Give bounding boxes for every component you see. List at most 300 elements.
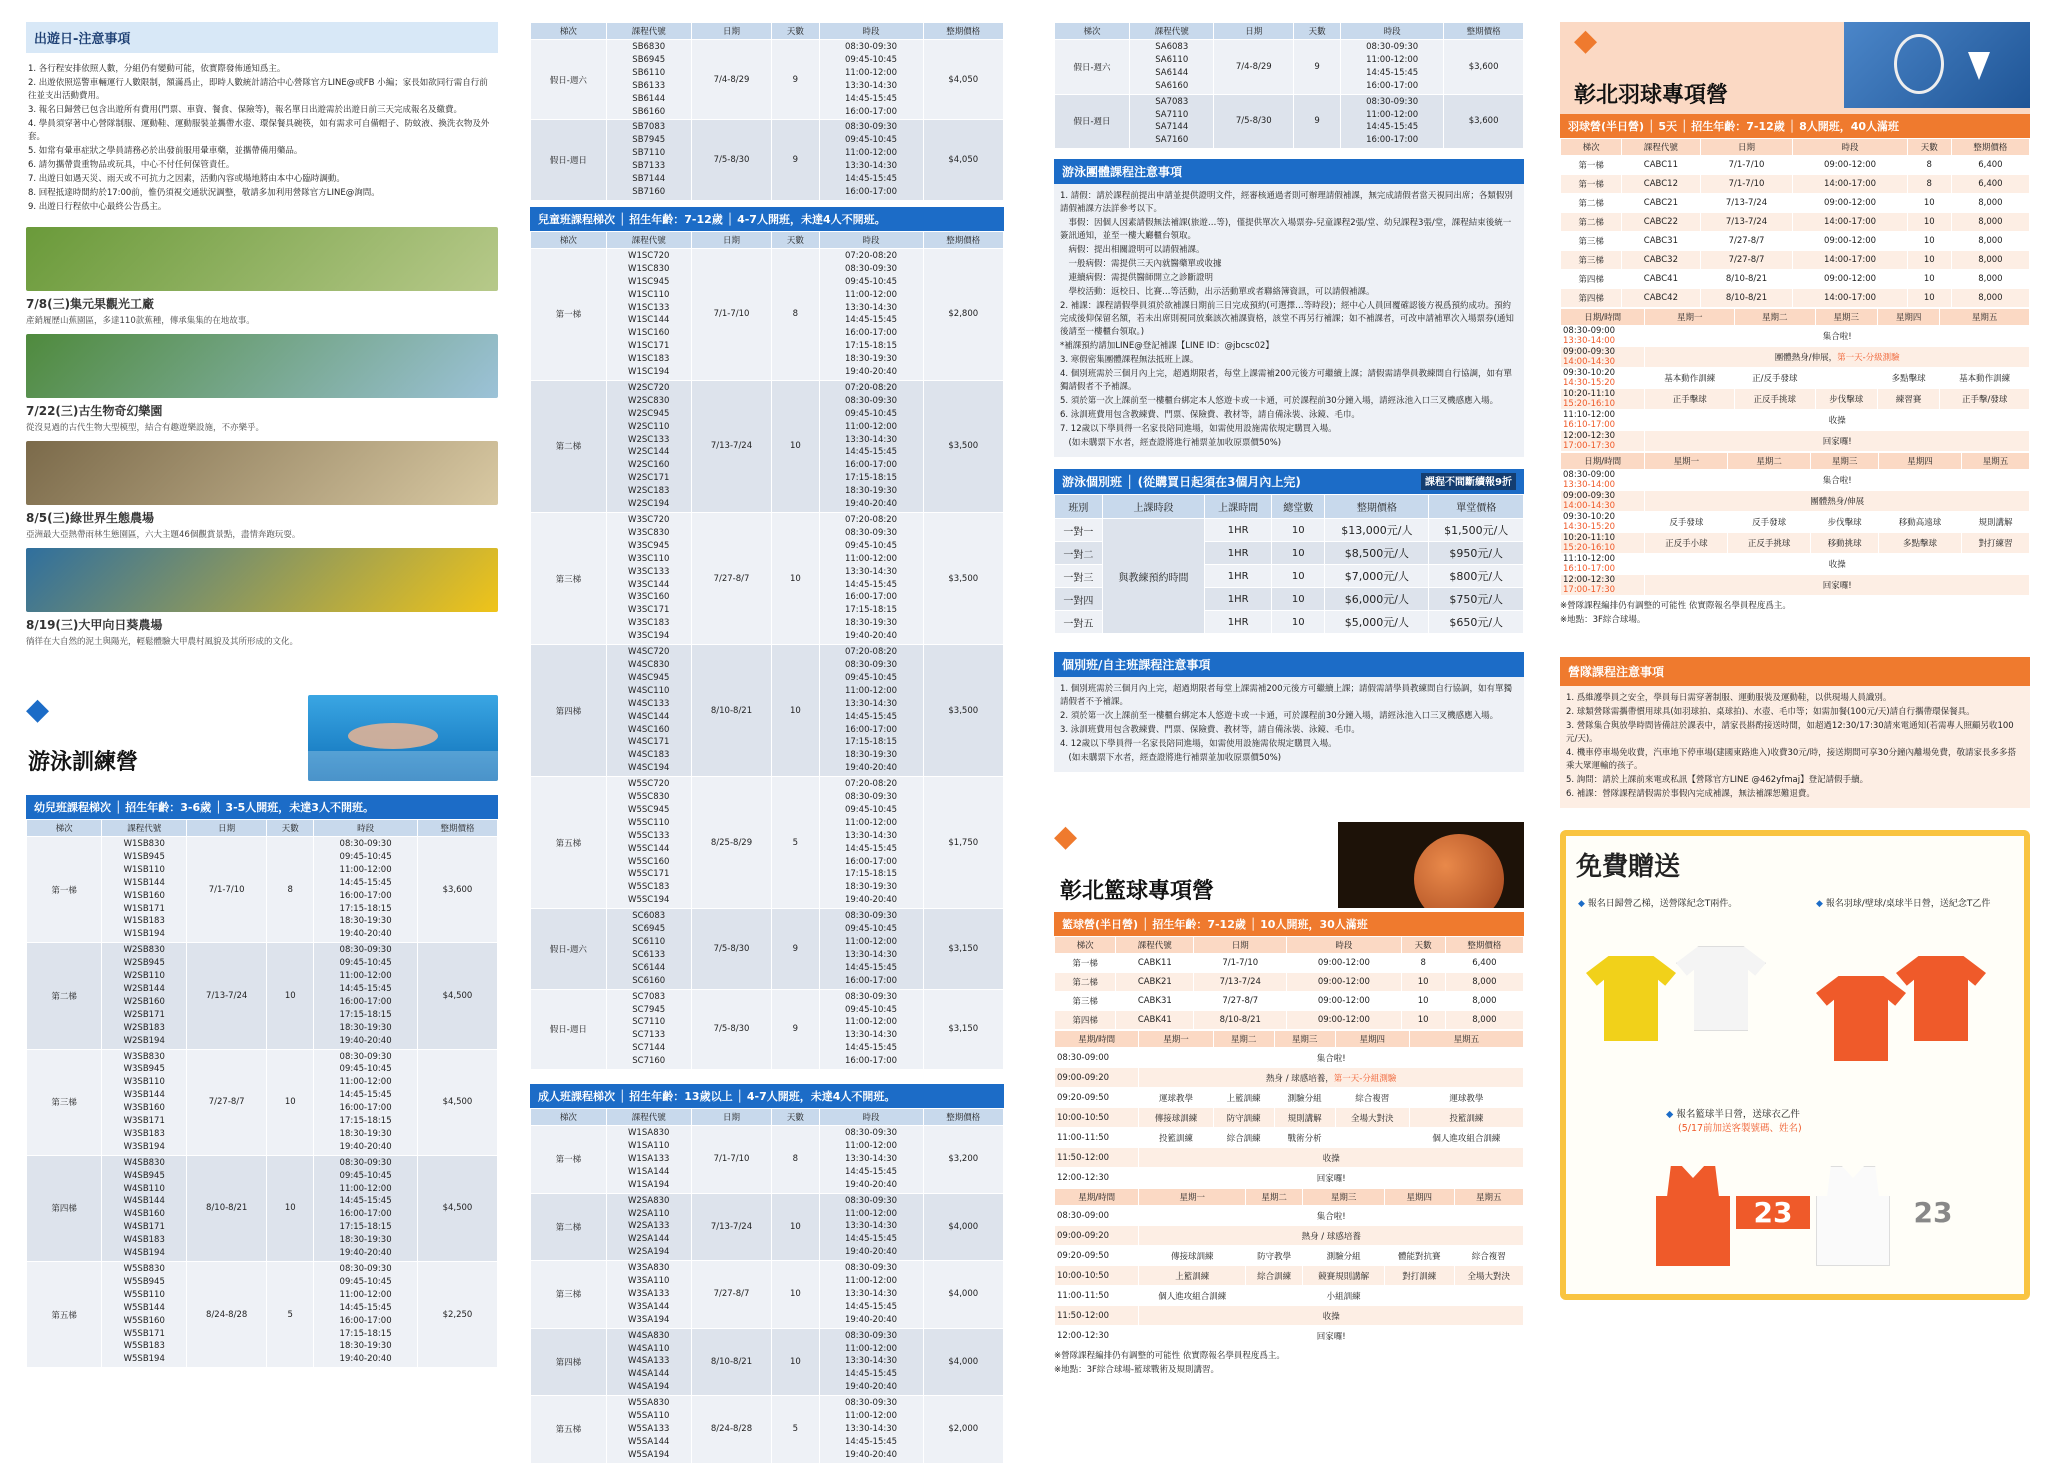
date-cell: 7/1-7/10 <box>691 1126 771 1194</box>
activity-cell: 移動高遠球 <box>1879 512 1962 533</box>
trip-desc: 亞洲最大亞熱帶雨林生態園區，六大主題46個觀賞景點，盡情奔跑玩耍。 <box>26 530 301 540</box>
camp-note-item: 2. 球類營隊需攜帶慣用球具(如羽球拍、桌球拍)、水壺、毛巾等；如需加餐(100元/天)請自行攜帶環保餐具。 <box>1566 707 1975 717</box>
table-header <box>1561 309 2030 326</box>
table-row <box>1561 270 2030 289</box>
codes-cell: W5SB830 W5SB945 W5SB110 W5SB144 W5SB160 W5SB171 W5SB183 W5SB194 <box>102 1262 187 1368</box>
price-cell: $1,750 <box>923 777 1003 909</box>
trip-title: 8/19(三)大甲向日葵農場 <box>26 618 163 632</box>
time-cell: 09:30-10:20 14:30-15:20 <box>1561 368 1645 389</box>
price-cell: 8,000 <box>1951 194 2029 213</box>
batch-cell: 第二梯 <box>531 1193 607 1261</box>
private-tag: 課程不間斷續報9折 <box>1421 473 1516 490</box>
time-cell: 08:30-09:00 13:30-14:00 <box>1561 470 1645 491</box>
class-type-cell: 一對三 <box>1055 565 1103 588</box>
hour-cell: 1HR <box>1205 611 1272 634</box>
batch-cell: 第一梯 <box>1561 156 1622 175</box>
days-cell: 8 <box>267 837 314 943</box>
table-row <box>1561 194 2030 213</box>
trip-item <box>26 334 498 433</box>
date-cell: 7/1-7/10 <box>1700 175 1793 194</box>
activity-cell: 投籃訓練 <box>1409 1108 1523 1128</box>
time-cell: 09:00-09:20 <box>1055 1068 1139 1088</box>
table-row <box>531 1126 1004 1194</box>
times-cell: 08:30-09:30 11:00-12:00 13:30-14:30 14:45-15:45 19:40-20:40 <box>819 1396 923 1464</box>
batch-cell: 第一梯 <box>531 248 607 380</box>
batch-cell: 第二梯 <box>27 943 102 1049</box>
column-header: 星期四 <box>1879 453 1962 470</box>
schedule-row <box>1561 554 2030 575</box>
activity-cell <box>1335 1128 1409 1148</box>
count-cell: 10 <box>1272 611 1325 634</box>
table-row <box>1561 175 2030 194</box>
schedule-row <box>1055 1168 1524 1188</box>
column-header: 日期 <box>1214 23 1294 40</box>
class-type-cell: 一對四 <box>1055 588 1103 611</box>
column-header: 星期二 <box>1213 1031 1274 1048</box>
time-cell: 09:00-12:00 <box>1287 992 1401 1011</box>
column-header: 梯次 <box>1055 23 1130 40</box>
column-header: 時段 <box>314 820 418 837</box>
price-cell: $3,600 <box>417 837 497 943</box>
table-row <box>1561 156 2030 175</box>
column-header: 星期五 <box>1961 453 2029 470</box>
date-cell: 7/1-7/10 <box>187 837 267 943</box>
diamond-icon: ◆ <box>1574 23 1598 58</box>
count-cell: 10 <box>1272 588 1325 611</box>
schedule-row <box>1055 1128 1524 1148</box>
activity-cell: 團體熱身/伸展 <box>1645 491 2030 512</box>
days-cell: 10 <box>772 513 819 645</box>
basketball-photo <box>1338 822 1524 908</box>
trip-item <box>26 227 498 326</box>
notice-item: 6. 請勿攜帶貴重物品或玩具，中心不付任何保管責任。 <box>28 160 235 170</box>
times-cell: 08:30-09:30 11:00-12:00 14:45-15:45 16:00-17:00 <box>1341 40 1444 95</box>
batch-cell: 第四梯 <box>531 645 607 777</box>
times-cell: 08:30-09:30 11:00-12:00 13:30-14:30 14:45-15:45 19:40-20:40 <box>819 1328 923 1396</box>
batch-cell: 第三梯 <box>531 513 607 645</box>
activity-cell: 對打練習 <box>1961 533 2029 554</box>
swim-kids-table <box>26 819 498 1368</box>
table-row <box>531 989 1004 1069</box>
activity-cell: 綜合複習 <box>1454 1246 1524 1266</box>
date-cell: 7/27-8/7 <box>1700 251 1793 270</box>
free-gift-item-2 <box>1816 896 1996 909</box>
activity-cell: 反手發球 <box>1645 512 1728 533</box>
column-header: 天數 <box>772 231 819 248</box>
column-header: 時段 <box>819 231 923 248</box>
camp-note-item: 3. 營隊集合與放學時間皆備註於課表中，請家長斟酌接送時間，如超過12:30/17:30請來電通知(若需專人照顧另收100元/天)。 <box>1566 721 2014 744</box>
column-header: 上課時段 <box>1102 495 1204 519</box>
free-gift-item-3-text: 報名籃球半日營，送球衣乙件 <box>1676 1109 1800 1120</box>
batch-cell: 第四梯 <box>1561 289 1622 308</box>
activity-cell: 規則講解 <box>1961 512 2029 533</box>
column-header: 天數 <box>1907 139 1951 156</box>
column-header: 時段 <box>819 23 923 40</box>
date-cell: 7/27-8/7 <box>1700 232 1793 251</box>
schedule-row <box>1055 1206 1524 1226</box>
column-header: 梯次 <box>1561 139 1622 156</box>
notice-item: 4. 學員須穿著中心營隊制服、運動鞋、運動服裝並攜帶水壺、環保餐具碗筷，如有需求可自備帽子、防蚊液、換洗衣物及外套。 <box>28 119 490 142</box>
codes-cell: W2SC720 W2SC830 W2SC945 W2SC110 W2SC133 W2SC144 W2SC160 W2SC171 W2SC183 W2SC194 <box>606 380 691 512</box>
bball-schedule-1 <box>1054 1030 1524 1188</box>
group-note-item: (如未購票下水者，經查證將進行補票並加收原票價50%) <box>1060 438 1282 449</box>
activity-cell: 基本動作訓練 <box>1645 368 1735 389</box>
table-header <box>1055 937 1524 954</box>
column-header: 星期四 <box>1385 1189 1454 1206</box>
activity-cell: 全場大對決 <box>1335 1108 1409 1128</box>
codes-cell: W2SA830 W2SA110 W2SA133 W2SA144 W2SA194 <box>606 1193 691 1261</box>
batch-cell: 假日-週六 <box>531 40 607 120</box>
batch-cell: 第三梯 <box>531 1261 607 1329</box>
times-cell: 08:30-09:30 09:45-10:45 11:00-12:00 14:45-15:45 16:00-17:00 17:15-18:15 18:30-19:30 19:40-20:40 <box>314 1155 418 1261</box>
days-cell: 10 <box>772 1193 819 1261</box>
column-4 <box>1560 22 2030 1300</box>
activity-cell: 收操 <box>1139 1148 1524 1168</box>
price-cell: $4,050 <box>923 120 1003 200</box>
price-cell: 8,000 <box>1445 992 1523 1011</box>
time-cell: 09:00-12:00 <box>1793 270 1907 289</box>
free-gift-item-3 <box>1666 1106 1802 1134</box>
times-cell: 07:20-08:20 08:30-09:30 09:45-10:45 11:00-12:00 13:30-14:30 14:45-15:45 16:00-17:00 17:15-18:15 18:30-19:30 19:40-20:40 <box>819 248 923 380</box>
column-header: 天數 <box>1401 937 1445 954</box>
time-cell: 08:30-09:00 13:30-14:00 <box>1561 326 1645 347</box>
group-note-item: 6. 泳訓班費用包含教練費、門票、保險費、教材等，請自備泳裝、泳鏡、毛巾。 <box>1060 410 1360 421</box>
table-row <box>531 40 1004 120</box>
each-price-cell: $1,500元/人 <box>1429 519 1524 542</box>
time-cell: 09:00-12:00 <box>1287 954 1401 973</box>
activity-cell: 多點擊球 <box>1879 533 1962 554</box>
column-header: 星期五 <box>1409 1031 1523 1048</box>
days-cell: 10 <box>267 1049 314 1155</box>
codes-cell: W1SC720 W1SC830 W1SC945 W1SC110 W1SC133 W1SC144 W1SC160 W1SC171 W1SC183 W1SC194 <box>606 248 691 380</box>
price-cell: $2,800 <box>923 248 1003 380</box>
table-row <box>531 1193 1004 1261</box>
trip-notice-title: 出遊日-注意事項 <box>26 22 498 53</box>
times-cell: 08:30-09:30 09:45-10:45 11:00-12:00 13:30-14:30 14:45-15:45 16:00-17:00 <box>819 909 923 989</box>
activity-cell: 綜合訓練 <box>1213 1128 1274 1148</box>
codes-cell: SB7083 SB7945 SB7110 SB7133 SB7144 SB7160 <box>606 120 691 200</box>
activity-cell: 防守訓練 <box>1213 1108 1274 1128</box>
table-row <box>1055 519 1524 542</box>
batch-cell: 假日-週六 <box>531 909 607 989</box>
badminton-footnote-2: ※地點：3F綜合球場。 <box>1560 615 1646 625</box>
column-header: 課程代號 <box>1116 937 1194 954</box>
batch-cell: 第一梯 <box>1055 954 1116 973</box>
schedule-row <box>1055 1048 1524 1068</box>
date-cell: 7/13-7/24 <box>187 943 267 1049</box>
activity-cell: 個人進攻組合訓練 <box>1139 1286 1246 1306</box>
activity-cell: 步伐擊球 <box>1811 512 1879 533</box>
time-cell: 09:00-09:30 14:00-14:30 <box>1561 491 1645 512</box>
table-row <box>531 120 1004 200</box>
date-cell: 7/1-7/10 <box>1194 954 1287 973</box>
schedule-row <box>1055 1068 1524 1088</box>
days-cell: 10 <box>772 380 819 512</box>
adult-holiday-table <box>1054 22 1524 149</box>
schedule-row <box>1561 389 2030 410</box>
price-cell: $2,000 <box>923 1396 1003 1464</box>
time-cell: 12:00-12:30 <box>1055 1326 1139 1346</box>
afternoon-time: 14:00-14:30 <box>1563 501 1616 511</box>
trip-desc: 徜徉在大自然的泥土與陽光，輕鬆體驗大甲農村風貌及其所形成的文化。 <box>26 637 299 647</box>
batch-cell: 第五梯 <box>531 1396 607 1464</box>
count-cell: 10 <box>1272 542 1325 565</box>
price-cell: $4,500 <box>417 1049 497 1155</box>
column-header: 時段 <box>1793 139 1907 156</box>
activity-cell: 運球教學 <box>1139 1088 1213 1108</box>
time-cell: 09:00-12:00 <box>1793 156 1907 175</box>
group-note-item: 學校活動：返校日、比賽…等活動，出示活動單或者聯絡簿資訊，可以請假補課。 <box>1060 287 1375 298</box>
schedule-row <box>1561 326 2030 347</box>
date-cell: 8/25-8/29 <box>691 777 771 909</box>
activity-cell: 收操 <box>1139 1306 1524 1326</box>
afternoon-time: 13:30-14:00 <box>1563 336 1616 346</box>
activity-cell: 體能對抗賽 <box>1385 1246 1454 1266</box>
price-cell: $3,200 <box>923 1126 1003 1194</box>
date-cell: 7/13-7/24 <box>1194 973 1287 992</box>
date-cell: 8/10-8/21 <box>691 645 771 777</box>
schedule-row <box>1561 431 2030 452</box>
batch-cell: 假日-週日 <box>531 120 607 200</box>
jersey-number-2: 23 <box>1913 1196 1953 1229</box>
badminton-table <box>1560 138 2030 308</box>
time-cell: 08:30-09:00 <box>1055 1048 1139 1068</box>
date-cell: 8/10-8/21 <box>691 1328 771 1396</box>
time-cell: 09:20-09:50 <box>1055 1246 1139 1266</box>
notice-item: 7. 出遊日如遇天災、雨天或不可抗力之因素，活動內容或場地將由本中心臨時調動。 <box>28 174 345 184</box>
afternoon-time: 16:10-17:00 <box>1563 564 1616 574</box>
kids-table <box>530 231 1004 1070</box>
group-note-item: 連續病假：需提供醫師開立之診斷證明 <box>1060 273 1214 284</box>
activity-cell <box>1454 1286 1524 1306</box>
batch-cell: 第三梯 <box>1561 251 1622 270</box>
camp-note-item: 4. 機車停車場免收費，汽車地下停車場(建國東路進入)收費30元/時，接送期間可享30分鐘內離場免費，敬請家長多多搭乘大眾運輸的孩子。 <box>1566 748 2016 771</box>
each-price-cell: $950元/人 <box>1429 542 1524 565</box>
schedule-row <box>1561 575 2030 596</box>
times-cell: 07:20-08:20 08:30-09:30 09:45-10:45 11:00-12:00 13:30-14:30 14:45-15:45 16:00-17:00 17:15-18:15 18:30-19:30 19:40-20:40 <box>819 777 923 909</box>
times-cell: 08:30-09:30 09:45-10:45 11:00-12:00 13:30-14:30 14:45-15:45 16:00-17:00 <box>819 120 923 200</box>
swim-title: 游泳訓練營 <box>28 750 139 775</box>
date-cell: 8/24-8/28 <box>187 1262 267 1368</box>
camp-notes <box>1560 686 2030 808</box>
activity-cell <box>1815 368 1877 389</box>
free-gift-title: 免費贈送 <box>1576 852 1681 882</box>
column-header: 梯次 <box>531 231 607 248</box>
times-cell: 08:30-09:30 09:45-10:45 11:00-12:00 13:30-14:30 14:45-15:45 16:00-17:00 <box>819 989 923 1069</box>
private-note-item: (如未購票下水者，經查證將進行補票並加收原票價50%) <box>1060 753 1282 764</box>
column-header: 星期/時間 <box>1055 1189 1139 1206</box>
group-notes-title: 游泳團體課程注意事項 <box>1054 159 1524 184</box>
private-table <box>1054 494 1524 634</box>
group-note-item: 一般病假：需提供三天內就醫藥單或收據 <box>1060 259 1222 270</box>
codes-cell: W5SA830 W5SA110 W5SA133 W5SA144 W5SA194 <box>606 1396 691 1464</box>
batch-cell: 第二梯 <box>1561 213 1622 232</box>
time-cell: 09:30-10:20 14:30-15:20 <box>1561 512 1645 533</box>
batch-cell: 第四梯 <box>531 1328 607 1396</box>
count-cell: 10 <box>1272 565 1325 588</box>
afternoon-time: 16:10-17:00 <box>1563 420 1616 430</box>
times-cell: 08:30-09:30 09:45-10:45 11:00-12:00 14:45-15:45 16:00-17:00 17:15-18:15 18:30-19:30 19:40-20:40 <box>314 1262 418 1368</box>
activity-cell: 基本動作訓練 <box>1940 368 2030 389</box>
afternoon-time: 17:00-17:30 <box>1563 585 1616 595</box>
batch-cell: 第五梯 <box>531 777 607 909</box>
column-header: 天數 <box>267 820 314 837</box>
orange-shirt-icon <box>1816 976 1906 1061</box>
each-price-cell: $650元/人 <box>1429 611 1524 634</box>
trip-title: 7/8(三)集元果觀光工廠 <box>26 297 155 311</box>
activity-cell: 反手發球 <box>1728 512 1811 533</box>
activity-cell: 收操 <box>1645 410 2030 431</box>
badminton-title: 彰北羽球專項營 <box>1574 83 1729 108</box>
column-header: 整期價格 <box>923 23 1003 40</box>
days-cell: 5 <box>772 777 819 909</box>
orange-shirt-icon <box>1896 956 1986 1041</box>
code-cell: CABC22 <box>1622 213 1701 232</box>
trip-item <box>26 441 498 540</box>
activity-cell: 綜合複習 <box>1335 1088 1409 1108</box>
time-cell: 14:00-17:00 <box>1793 289 1907 308</box>
column-header: 梯次 <box>1055 937 1116 954</box>
time-cell: 11:50-12:00 <box>1055 1306 1139 1326</box>
date-cell: 7/5-8/30 <box>691 120 771 200</box>
time-cell: 10:20-11:10 15:20-16:10 <box>1561 389 1645 410</box>
table-row <box>1055 992 1524 1011</box>
column-3 <box>1054 22 1524 1375</box>
days-cell: 10 <box>267 943 314 1049</box>
time-cell: 12:00-12:30 17:00-17:30 <box>1561 431 1645 452</box>
times-cell: 08:30-09:30 11:00-12:00 13:30-14:30 14:45-15:45 19:40-20:40 <box>819 1193 923 1261</box>
column-header: 星期四 <box>1335 1031 1409 1048</box>
table-row <box>1561 213 2030 232</box>
codes-cell: W3SA830 W3SA110 W3SA133 W3SA144 W3SA194 <box>606 1261 691 1329</box>
camp-note-item: 5. 詢問：請於上課前來電或私訊【營隊官方LINE @462yfmaj】登記請假手續。 <box>1566 775 1869 785</box>
time-cell: 09:00-09:20 <box>1055 1226 1139 1246</box>
time-cell: 08:30-09:00 <box>1055 1206 1139 1226</box>
code-cell: CABC41 <box>1622 270 1701 289</box>
activity-cell: 集合啦! <box>1645 326 2030 347</box>
table-row <box>1055 973 1524 992</box>
column-header: 整期價格 <box>1951 139 2029 156</box>
price-cell: 8,000 <box>1445 973 1523 992</box>
trip-notices <box>26 59 498 219</box>
activity-cell: 投籃訓練 <box>1139 1128 1213 1148</box>
total-price-cell: $6,000元/人 <box>1325 588 1429 611</box>
table-row <box>1055 40 1524 95</box>
activity-cell <box>1246 1286 1303 1306</box>
badminton-schedule-2 <box>1560 452 2030 596</box>
schedule-row <box>1055 1226 1524 1246</box>
badminton-schedule-1 <box>1560 308 2030 452</box>
activity-cell: 測驗分組 <box>1303 1246 1385 1266</box>
orange-jersey-icon <box>1656 1166 1730 1266</box>
activity-cell: 上籃訓練 <box>1213 1088 1274 1108</box>
badminton-photo <box>1844 22 2030 108</box>
days-cell: 8 <box>772 248 819 380</box>
price-cell: 6,400 <box>1951 175 2029 194</box>
days-cell: 10 <box>1907 232 1951 251</box>
date-cell: 7/27-8/7 <box>1194 992 1287 1011</box>
class-type-cell: 一對五 <box>1055 611 1103 634</box>
kids-bar: 兒童班課程梯次 │ 招生年齡：7-12歲 │ 4-7人開班，未達4人不開班。 <box>530 207 1004 231</box>
table-row <box>27 943 498 1049</box>
column-header: 整期價格 <box>923 1109 1003 1126</box>
table-header <box>1055 1189 1524 1206</box>
group-note-item: 4. 個別班需於三個月內上完，超過期限者，每堂上課需補200元後方可繼續上課；請假需請學員教練間自行協調，如有單獨請假者不予補課。 <box>1060 369 1513 393</box>
total-price-cell: $13,000元/人 <box>1325 519 1429 542</box>
column-header: 單堂價格 <box>1429 495 1524 519</box>
group-note-item: 病假：提出相關證明可以請假補課。 <box>1060 245 1205 256</box>
table-row <box>531 513 1004 645</box>
price-cell: 6,400 <box>1445 954 1523 973</box>
codes-cell: W1SB830 W1SB945 W1SB110 W1SB144 W1SB160 W1SB171 W1SB183 W1SB194 <box>102 837 187 943</box>
diamond-bullet-icon: ◆ <box>1666 1109 1674 1120</box>
schedule-row <box>1055 1108 1524 1128</box>
bball-header <box>1054 819 1524 912</box>
date-cell: 7/13-7/24 <box>1700 213 1793 232</box>
days-cell: 8 <box>772 1126 819 1194</box>
date-cell: 7/1-7/10 <box>691 248 771 380</box>
codes-cell: W3SB830 W3SB945 W3SB110 W3SB144 W3SB160 W3SB171 W3SB183 W3SB194 <box>102 1049 187 1155</box>
date-cell: 7/5-8/30 <box>691 989 771 1069</box>
column-2 <box>530 22 1004 1464</box>
bball-table <box>1054 936 1524 1030</box>
time-cell: 09:00-12:00 <box>1793 232 1907 251</box>
time-cell: 09:00-12:00 <box>1287 973 1401 992</box>
days-cell: 10 <box>1907 270 1951 289</box>
bball-footnote-2: ※地點：3F綜合球場-籃球戰術及規則講習。 <box>1054 1365 1219 1376</box>
column-header: 日期 <box>1194 937 1287 954</box>
days-cell: 9 <box>1294 94 1341 149</box>
activity-cell: 團體熱身/伸展，第一天-分級測驗 <box>1645 347 2030 368</box>
column-header: 課程代號 <box>606 1109 691 1126</box>
date-cell: 7/1-7/10 <box>1700 156 1793 175</box>
codes-cell: SC6083 SC6945 SC6110 SC6133 SC6144 SC6160 <box>606 909 691 989</box>
private-bar-text: 游泳個別班 │ (從購買日起須在3個月內上完) <box>1062 475 1301 490</box>
table-header <box>531 23 1004 40</box>
activity-cell: 正反手挑球 <box>1728 533 1811 554</box>
column-header: 日期 <box>691 1109 771 1126</box>
activity-cell: 熱身 / 球感培養 <box>1139 1226 1524 1246</box>
private-note-item: 4. 12歲以下學員得一名家長陪同進場，如需使用設施需依規定購買入場。 <box>1060 739 1337 750</box>
column-header: 梯次 <box>531 23 607 40</box>
notice-item: 5. 如常有暈車症狀之學員請務必於出發前服用暈車藥，並攜帶備用藥品。 <box>28 146 303 156</box>
column-header: 星期一 <box>1645 309 1735 326</box>
days-cell: 10 <box>1401 1011 1445 1030</box>
group-notes <box>1054 184 1524 457</box>
activity-cell: 回家囉! <box>1645 575 2030 596</box>
codes-cell: W5SC720 W5SC830 W5SC945 W5SC110 W5SC133 W5SC144 W5SC160 W5SC171 W5SC183 W5SC194 <box>606 777 691 909</box>
column-header: 時段 <box>1287 937 1401 954</box>
column-header: 星期二 <box>1246 1189 1303 1206</box>
codes-cell: W4SA830 W4SA110 W4SA133 W4SA144 W4SA194 <box>606 1328 691 1396</box>
code-cell: CABK11 <box>1116 954 1194 973</box>
private-notes <box>1054 677 1524 772</box>
table-row <box>531 1261 1004 1329</box>
free-gift-item-1-text: 報名日歸營乙梯，送營隊紀念T兩件。 <box>1587 899 1738 909</box>
total-price-cell: $7,000元/人 <box>1325 565 1429 588</box>
table-header <box>1055 495 1524 519</box>
activity-cell: 上籃訓練 <box>1139 1266 1246 1286</box>
activity-cell: 回家囉! <box>1139 1326 1524 1346</box>
trip-title: 8/5(三)綠世界生態農場 <box>26 511 155 525</box>
time-cell: 14:00-17:00 <box>1793 175 1907 194</box>
hour-cell: 1HR <box>1205 565 1272 588</box>
date-cell: 8/10-8/21 <box>187 1155 267 1261</box>
class-type-cell: 一對二 <box>1055 542 1103 565</box>
column-header: 整期價格 <box>1325 495 1429 519</box>
days-cell: 5 <box>772 1396 819 1464</box>
batch-cell: 第二梯 <box>1561 194 1622 213</box>
